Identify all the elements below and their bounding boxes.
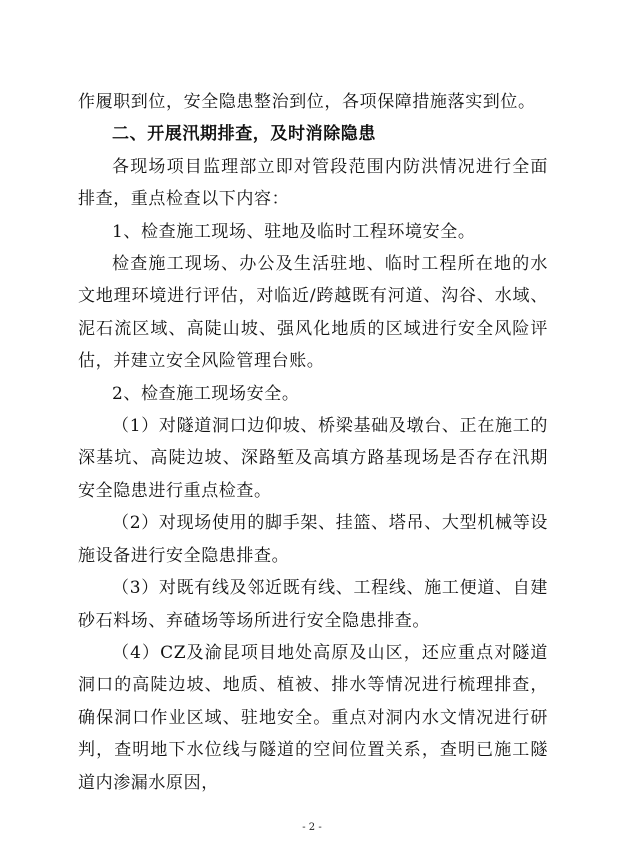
paragraph: （4）CZ及渝昆项目地处高原及山区，还应重点对隧道洞口的高陡边坡、地质、植被、排水等情况进行梳理排查，确保洞口作业区域、驻地安全。重点对洞内水文情况进行研判，查明地下水位线与隧道的空间位置关系，查明已施工隧道内渗漏水原因，	[78, 642, 548, 793]
paragraph: 1、检查施工现场、驻地及临时工程环境安全。	[112, 221, 476, 242]
paragraph: 检查施工现场、办公及生活驻地、临时工程所在地的水文地理环境进行评估，对临近/跨越既有河道、沟谷、水域、泥石流区域、高陡山坡、强风化地质的区域进行安全风险评估，并建立安全风险管理台账。	[78, 254, 548, 372]
page-number: - 2 -	[302, 822, 322, 833]
paragraph: 各现场项目监理部立即对管段范围内防洪情况进行全面排查，重点检查以下内容：	[78, 156, 548, 210]
paragraph: （2）对现场使用的脚手架、挂篮、塔吊、大型机械等设施设备进行安全隐患排查。	[78, 513, 548, 566]
document-body	[78, 86, 548, 799]
paragraph: 2、检查施工现场安全。	[112, 383, 300, 404]
paragraph: 作履职到位，安全隐患整治到位，各项保障措施落实到位。	[78, 92, 536, 112]
section-heading: 二、开展汛期排查，及时消除隐患	[112, 124, 376, 145]
paragraph: （1）对隧道洞口边仰坡、桥梁基础及墩台、正在施工的深基坑、高陡边坡、深路堑及高填方路基现场是否存在汛期安全隐患进行重点检查。	[78, 416, 548, 501]
paragraph: （3）对既有线及邻近既有线、工程线、施工便道、自建砂石料场、弃碴场等场所进行安全隐患排查。	[78, 578, 548, 631]
